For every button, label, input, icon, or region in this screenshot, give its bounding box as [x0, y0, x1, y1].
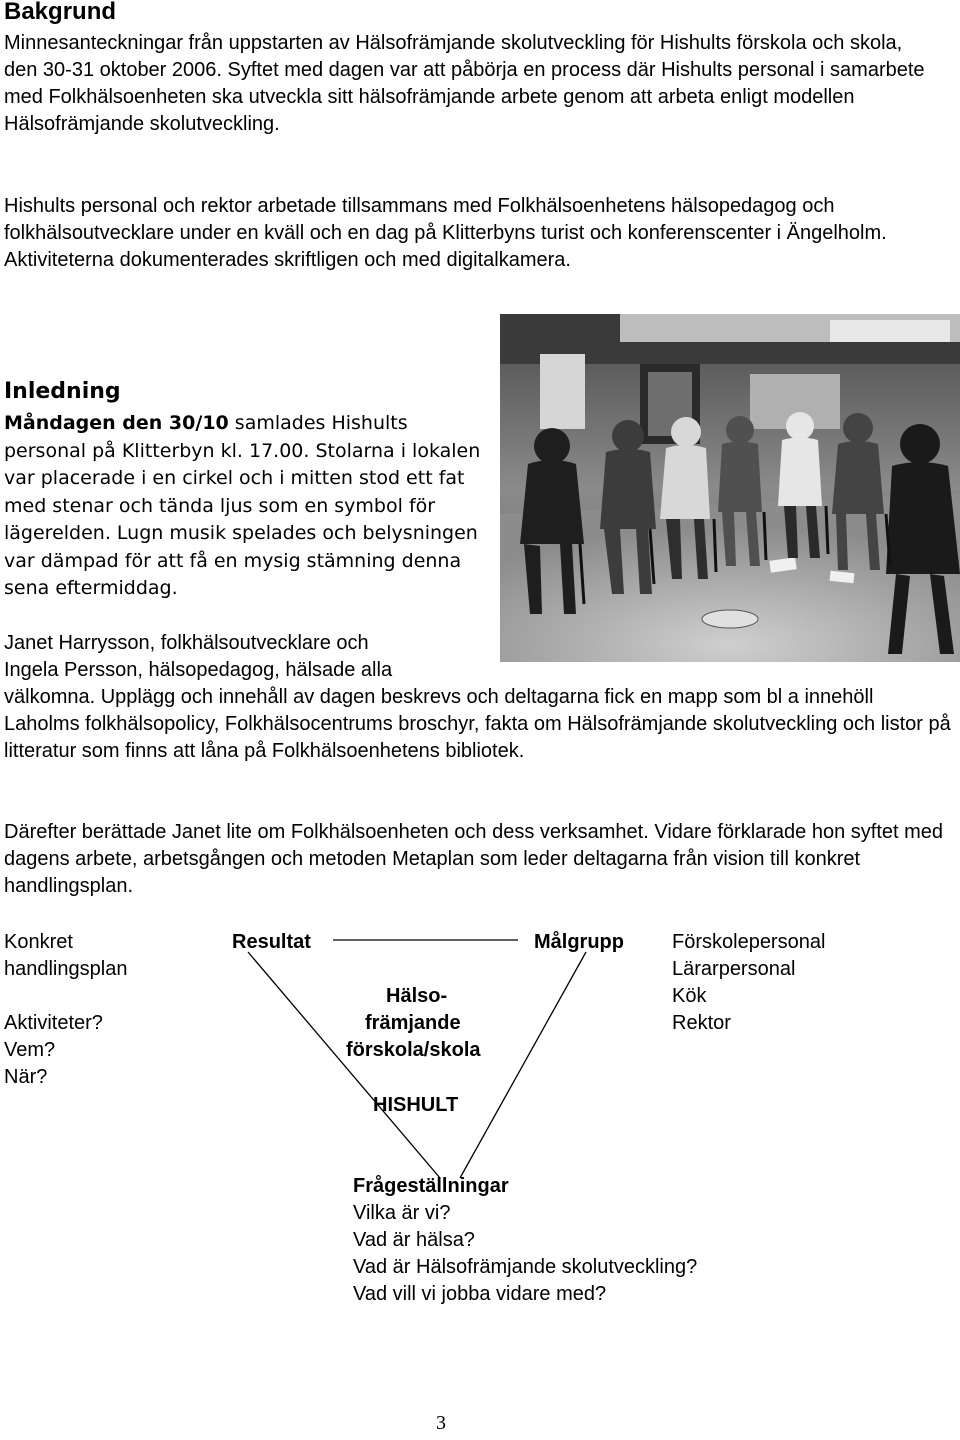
- diagram-target-4: Rektor: [672, 1012, 731, 1034]
- inledning-date: Måndagen den 30/10: [4, 412, 229, 434]
- page-number: 3: [436, 1412, 446, 1434]
- diagram-questions-title: Frågeställningar: [353, 1175, 509, 1197]
- diagram-bottom-question-3: Vad är Hälsofrämjande skolutveckling?: [353, 1256, 698, 1278]
- diagram-malgrupp: Målgrupp: [534, 931, 624, 953]
- diagram-center-2: främjande: [365, 1012, 461, 1034]
- diagram-center-4: HISHULT: [373, 1094, 459, 1116]
- diagram-resultat: Resultat: [232, 931, 311, 953]
- inledning-heading: Inledning: [4, 379, 121, 404]
- bakgrund-paragraph-1: Minnesanteckningar från uppstarten av Hälsofrämjande skolutveckling för Hishults förskola och skola, den 30-31 oktober 2006. Syftet med dagen var att påbörja en process där Hishults personal i samarbete med Folkhälsoenheten ska utveckla sitt hälsofrämjande arbete genom att arbeta enligt modellen Hälsofrämjande skolutveckling.: [4, 32, 925, 135]
- diagram-bottom-question-2: Vad är hälsa?: [353, 1229, 475, 1251]
- inledning-paragraph-2-line-2: Ingela Persson, hälsopedagog, hälsade alla: [4, 659, 393, 681]
- workshop-photo: [500, 314, 960, 662]
- bakgrund-paragraph-2: Hishults personal och rektor arbetade tillsammans med Folkhälsoenhetens hälsopedagog och folkhälsoutvecklare under en kväll och en dag på Klitterbyns turist och konferenscenter i Ängelholm. Aktiviteterna dokumenterades skriftligen och med digitalkamera.: [4, 195, 887, 271]
- triangle-right-line: [460, 952, 586, 1178]
- diagram-left-label-1: Konkret: [4, 931, 73, 953]
- diagram-bottom-question-1: Vilka är vi?: [353, 1202, 451, 1224]
- diagram-question-2: Vem?: [4, 1039, 56, 1061]
- inledning-paragraph-2-text: välkomna. Upplägg och innehåll av dagen beskrevs och deltagarna fick en mapp som bl a innehöll Laholms folkhälsopolicy, Folkhälsocentrums broschyr, fakta om Hälsofrämjande skolutveckling och listor på litteratur som finns att låna på Folkhälsoenhetens bibliotek.: [4, 686, 951, 762]
- diagram-bottom-question-4: Vad vill vi jobba vidare med?: [353, 1283, 607, 1305]
- inledning-paragraph-1-text: samlades Hishults personal på Klitterbyn kl. 17.00. Stolarna i lokalen var placerade i en cirkel och i mitten stod ett fat med stenar och tända ljus som en symbol för lägerelden. Lugn musik spelades och belysningen var dämpad för att få en mysig stämning denna sena eftermiddag.: [4, 412, 481, 599]
- diagram-center-1: Hälso-: [386, 985, 448, 1007]
- inledning-paragraph-1: [4, 410, 484, 603]
- diagram-left-label-2: handlingsplan: [4, 958, 128, 980]
- diagram-question-1: Aktiviteter?: [4, 1012, 103, 1034]
- inledning-paragraph-2: [4, 630, 954, 765]
- inledning-paragraph-3: Därefter berättade Janet lite om Folkhälsoenheten och dess verksamhet. Vidare förklarade hon syftet med dagens arbete, arbetsgången och metoden Metaplan som leder deltagarna från vision till konkret handlingsplan.: [4, 821, 944, 897]
- bakgrund-heading: Bakgrund: [4, 0, 117, 25]
- diagram-target-1: Förskolepersonal: [672, 931, 826, 953]
- diagram-target-3: Kök: [672, 985, 707, 1007]
- diagram-target-2: Lärarpersonal: [672, 958, 796, 980]
- diagram-center-3: förskola/skola: [346, 1039, 481, 1061]
- inledning-paragraph-2-line-1: Janet Harrysson, folkhälsoutvecklare och: [4, 632, 369, 654]
- diagram-question-3: När?: [4, 1066, 48, 1088]
